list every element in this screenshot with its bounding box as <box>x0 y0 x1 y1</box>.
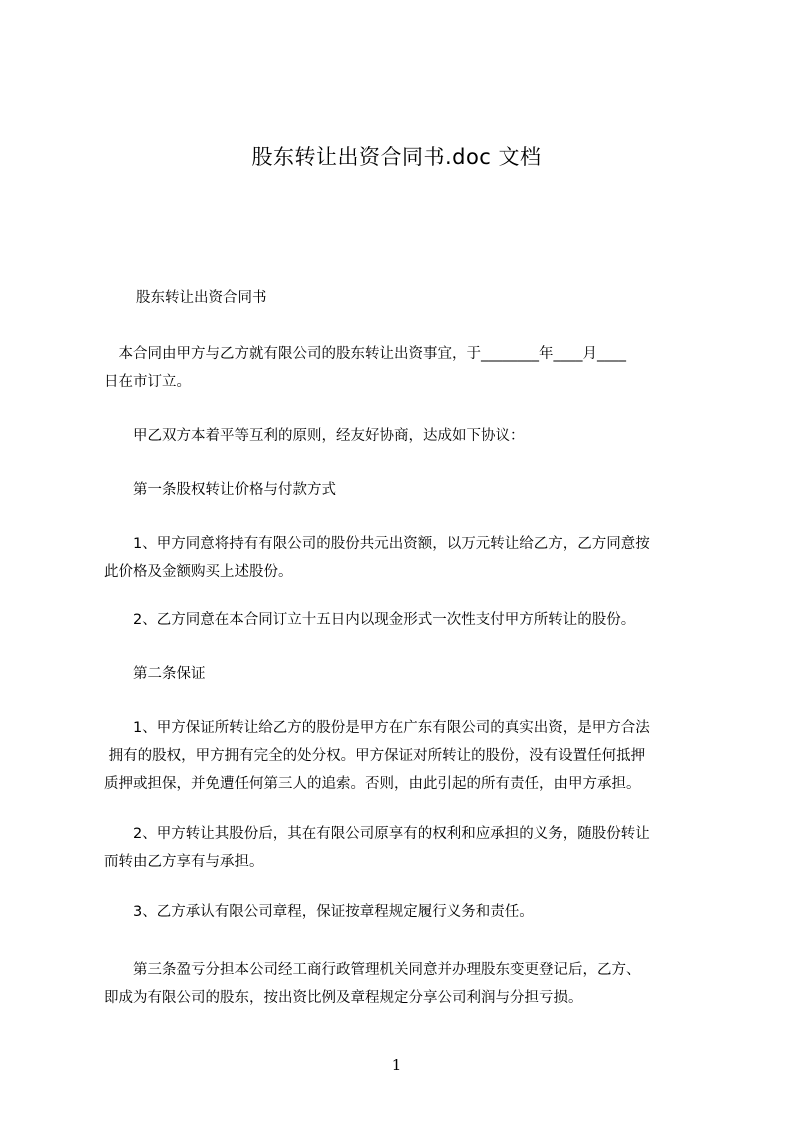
paragraph-line: 质押或担保，并免遭任何第三人的追索。否则，由此引起的所有责任，由甲方承担。 <box>104 776 641 792</box>
paragraph-line: 此价格及金额购买上述股份。 <box>104 564 293 580</box>
paragraph-line: 1、甲方同意将持有有限公司的股份共元出资额，以万元转让给乙方，乙方同意按 <box>104 536 650 552</box>
article-3-paragraph <box>104 956 694 1012</box>
paragraph-line: 拥有的股权，甲方拥有完全的处分权。甲方保证对所转让的股份，没有设置任何抵押 <box>104 748 646 764</box>
paragraph-agreement <box>104 422 694 450</box>
article-1-item-1 <box>104 530 694 586</box>
paragraph-line: 第二条保证 <box>104 666 206 682</box>
paragraph-line: 本合同由甲方与乙方就有限公司的股东转让出资事宜，于________年____月____ <box>104 346 626 362</box>
document-title: 股东转让出资合同书.doc 文档 <box>251 145 542 169</box>
paragraph-line: 第三条盈亏分担本公司经工商行政管理机关同意并办理股东变更登记后，乙方、 <box>104 962 641 978</box>
article-1-heading <box>104 476 694 504</box>
paragraph-line: 第一条股权转让价格与付款方式 <box>104 482 336 498</box>
page-number: 1 <box>391 1056 402 1074</box>
paragraph-intro <box>104 340 694 396</box>
paragraph-line: 而转由乙方享有与承担。 <box>104 854 264 870</box>
document-subtitle: 股东转让出资合同书 <box>136 290 267 306</box>
paragraph-line: 甲乙双方本着平等互利的原则，经友好协商，达成如下协议： <box>104 428 525 444</box>
article-1-item-2 <box>104 606 694 634</box>
article-2-item-1 <box>104 714 694 798</box>
paragraph-line: 3、乙方承认有限公司章程，保证按章程规定履行义务和责任。 <box>104 904 534 920</box>
paragraph-line: 日在市订立。 <box>104 374 191 390</box>
paragraph-line: 即成为有限公司的股东，按出资比例及章程规定分享公司利润与分担亏损。 <box>104 990 583 1006</box>
paragraph-line: 2、甲方转让其股份后，其在有限公司原享有的权利和应承担的义务，随股份转让 <box>104 826 650 842</box>
article-2-item-3 <box>104 898 694 926</box>
article-2-heading <box>104 660 694 688</box>
article-2-item-2 <box>104 820 694 876</box>
paragraph-line: 2、乙方同意在本合同订立十五日内以现金形式一次性支付甲方所转让的股份。 <box>104 612 636 628</box>
paragraph-line: 1、甲方保证所转让给乙方的股份是甲方在广东有限公司的真实出资，是甲方合法 <box>104 720 650 736</box>
